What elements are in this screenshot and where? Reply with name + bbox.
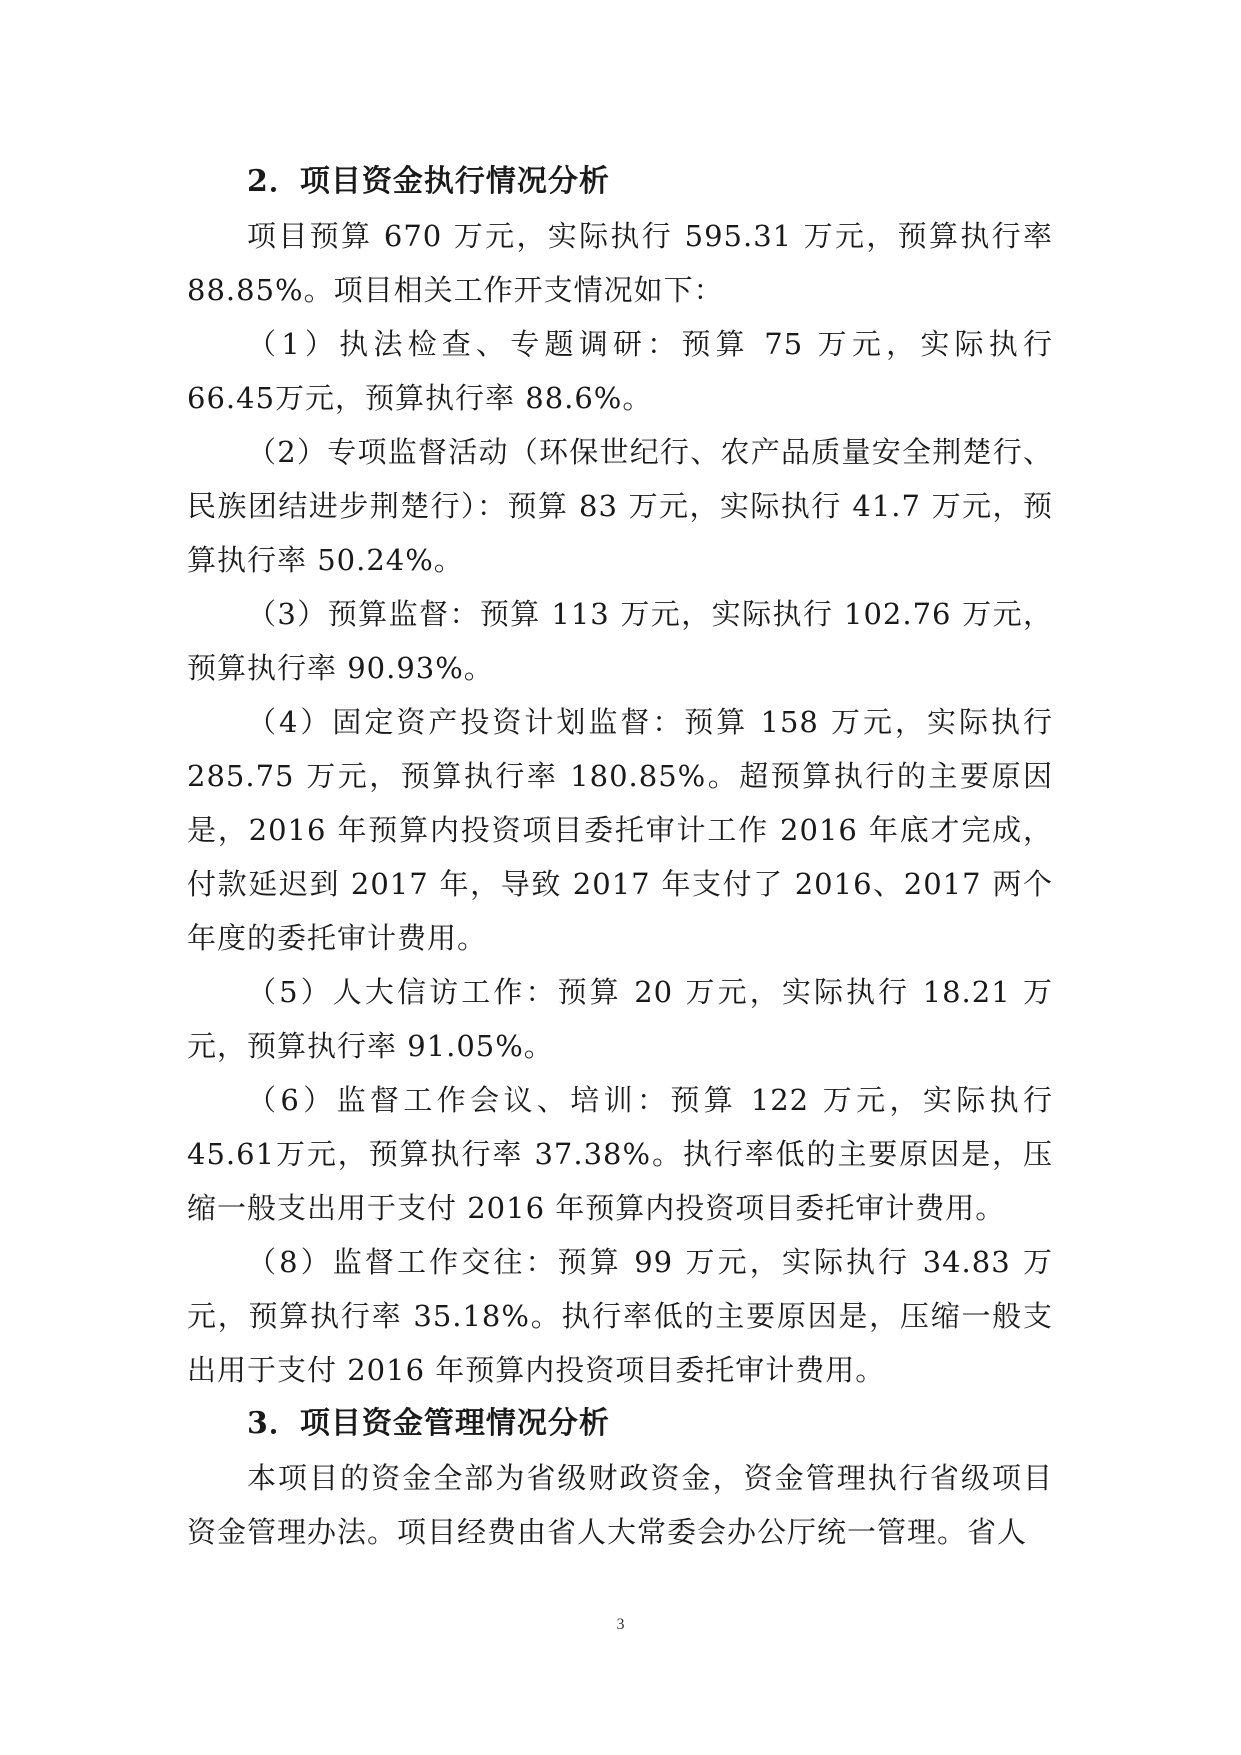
section-heading-fund-management: 3．项目资金管理情况分析 xyxy=(247,1406,610,1441)
paragraph-item-5: （5）人大信访工作：预算 20 万元，实际执行 18.21 万元，预算执行率 91.05%。 xyxy=(187,975,1053,1063)
paragraph-budget-summary: 项目预算 670 万元，实际执行 595.31 万元，预算执行率88.85%。项目相关工作开支情况如下： xyxy=(187,219,1053,307)
page-number: 3 xyxy=(616,1616,625,1633)
paragraph-item-4: （4）固定资产投资计划监督：预算 158 万元，实际执行285.75 万元，预算执行率 180.85%。超预算执行的主要原因是，2016 年预算内投资项目委托审计工作 2016 年底才完成，付款延迟到 2017 年，导致 2017 年支付了 2016、2017 两个年度的委托审计费用。 xyxy=(187,705,1053,955)
paragraph-item-8: （8）监督工作交往：预算 99 万元，实际执行 34.83 万元，预算执行率 35.18%。执行率低的主要原因是，压缩一般支出用于支付 2016 年预算内投资项目委托审计费用。 xyxy=(187,1245,1053,1387)
document-body xyxy=(187,155,1053,1559)
paragraph-fund-management: 本项目的资金全部为省级财政资金，资金管理执行省级项目资金管理办法。项目经费由省人大常委会办公厅统一管理。省人 xyxy=(187,1461,1053,1549)
paragraph-item-1: （1）执法检查、专题调研：预算 75 万元，实际执行 66.45万元，预算执行率 88.6%。 xyxy=(187,327,1053,415)
paragraph-item-2: （2）专项监督活动（环保世纪行、农产品质量安全荆楚行、民族团结进步荆楚行）：预算 83 万元，实际执行 41.7 万元，预算执行率 50.24%。 xyxy=(187,435,1053,577)
section-heading-fund-execution: 2．项目资金执行情况分析 xyxy=(247,164,610,199)
paragraph-item-3: （3）预算监督：预算 113 万元，实际执行 102.76 万元，预算执行率 90.93%。 xyxy=(187,597,1053,685)
paragraph-item-6: （6）监督工作会议、培训：预算 122 万元，实际执行 45.61万元，预算执行率 37.38%。执行率低的主要原因是，压缩一般支出用于支付 2016 年预算内投资项目委托审计费用。 xyxy=(187,1083,1053,1225)
